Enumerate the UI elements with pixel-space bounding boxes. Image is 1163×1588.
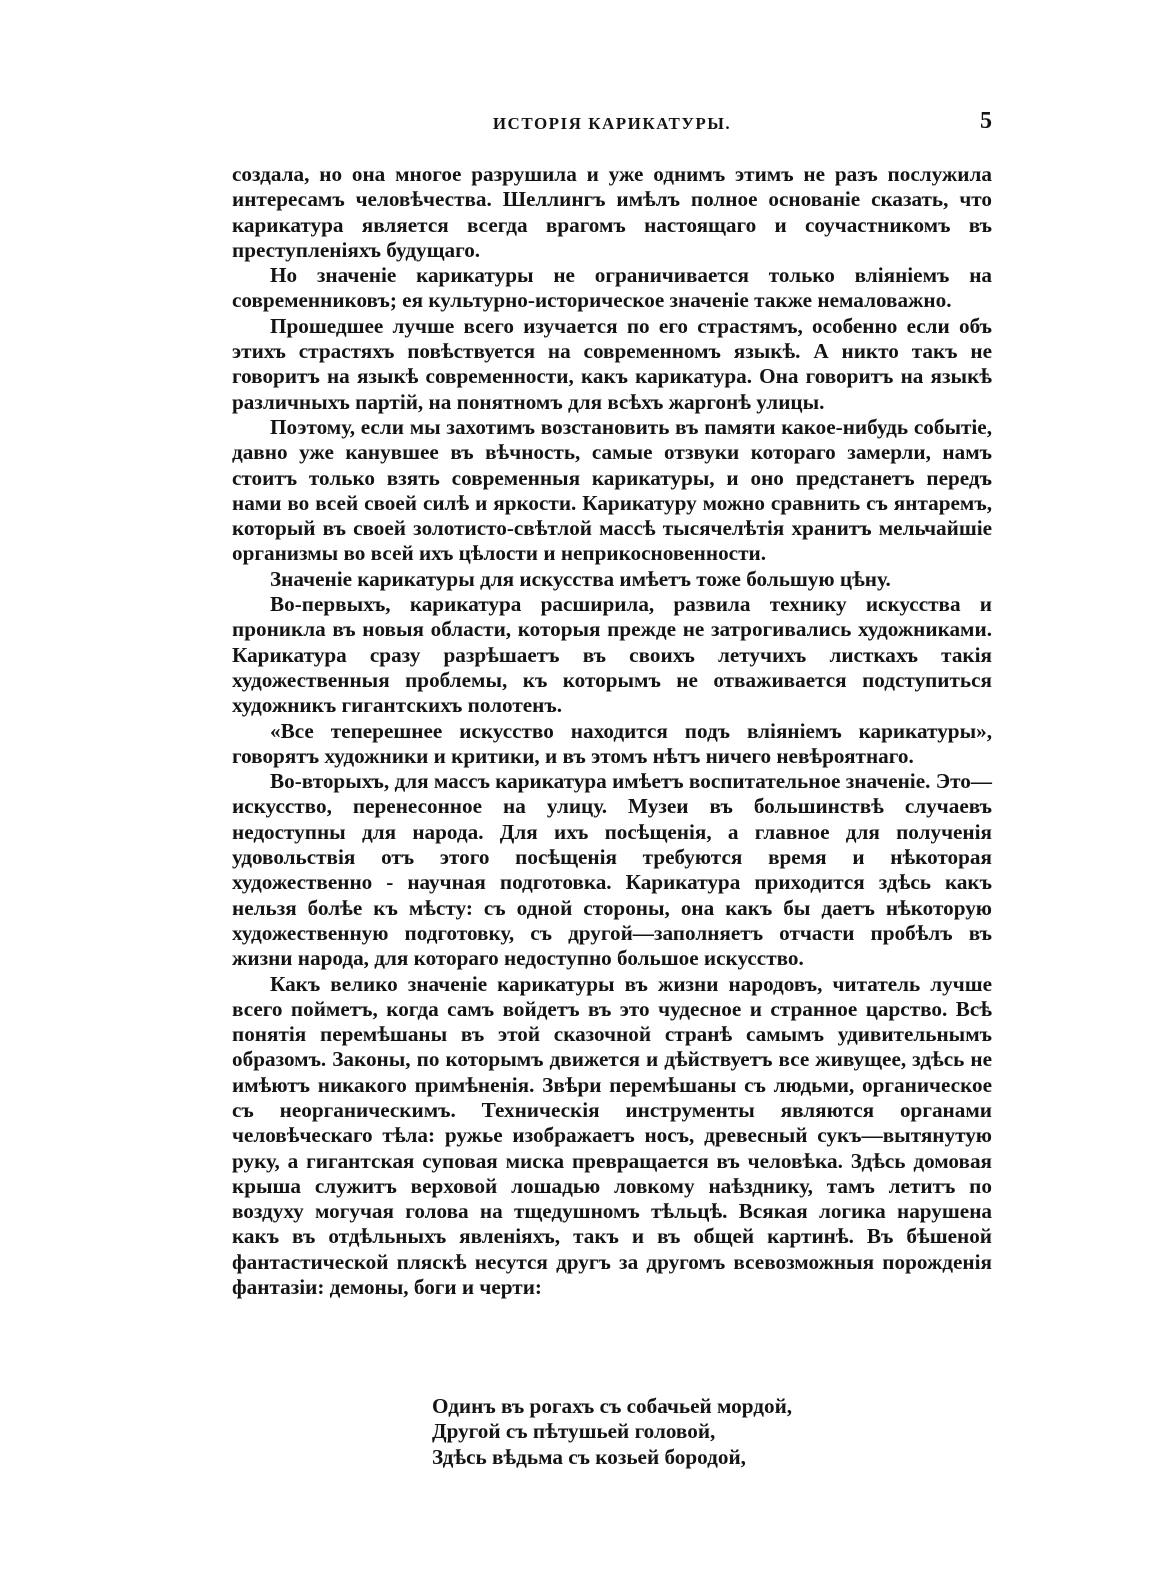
paragraph: Во-первыхъ, карикатура расширила, развила технику искусства и проникла въ новыя области, которыя прежде не затрогивались художниками. Карикатура сразу разрѣшаетъ въ своихъ летучихъ листкахъ такія художественныя проблемы, къ которымъ не отваживается подступиться художникъ гигантскихъ полотенъ. — [232, 592, 992, 718]
paragraph: Какъ велико значеніе карикатуры въ жизни народовъ, читатель лучше всего пойметъ, когда самъ войдетъ въ это чудесное и странное царство. Всѣ понятія перемѣшаны въ этой сказочной странѣ самымъ удивительнымъ образомъ. Законы, по которымъ движется и дѣйствуетъ все живущее, здѣсь не имѣютъ никакого примѣненія. Звѣри перемѣшаны съ людьми, органическое съ неорганическимъ. Техническія инструменты являются органами человѣческаго тѣла: ружье изображаетъ носъ, древесный сукъ—вытянутую руку, а гигантская суповая миска превращается въ человѣка. Здѣсь домовая крыша служитъ верховой лошадью ловкому наѣзднику, тамъ летитъ по воздуху могучая голова на тщедушномъ тѣльцѣ. Всякая логика нарушена какъ въ отдѣльныхъ явленіяхъ, такъ и въ общей картинѣ. Въ бѣшеной фантастической пляскѣ несутся другъ за другомъ всевозможныя порожденія фантазіи: демоны, боги и черти: — [232, 971, 992, 1300]
verse-line: Одинъ въ рогахъ съ собачьей мордой, — [432, 1394, 793, 1418]
body-text — [232, 162, 992, 1300]
paragraph: создала, но она многое разрушила и уже однимъ этимъ не разъ послужила интересамъ человѣчества. Шеллингъ имѣлъ полное основаніе сказать, что карикатура является всегда врагомъ настоящаго и соучастникомъ въ преступленіяхъ будущаго. — [232, 162, 992, 262]
verse-line: Здѣсь вѣдьма съ козьей бородой, — [432, 1444, 746, 1469]
paragraph: «Все теперешнее искусство находится подъ вліяніемъ карикатуры», говорятъ художники и критики, и въ этомъ нѣтъ ничего невѣроятнаго. — [232, 718, 992, 768]
page-number: 5 — [980, 108, 992, 134]
running-title: ИСТОРІЯ КАРИКАТУРЫ. — [492, 114, 732, 133]
verse-line: Другой съ пѣтушьей головой, — [432, 1419, 716, 1444]
verse-quote — [432, 1394, 952, 1470]
paragraph: Но значеніе карикатуры не ограничивается только вліяніемъ на современниковъ; ея культурно-историческое значеніе также немаловажно. — [232, 263, 992, 313]
paragraph: Во-вторыхъ, для массъ карикатура имѣетъ воспитательное значеніе. Это—искусство, перенесонное на улицу. Музеи въ большинствѣ случаевъ недоступны для народа. Для ихъ посѣщенія, а главное для полученія удовольствія отъ этого посѣщенія требуются время и нѣкоторая художественно - научная подготовка. Карикатура приходится здѣсь какъ нельзя болѣе къ мѣсту: съ одной стороны, она какъ бы даетъ нѣкоторую художественную подготовку, съ другой—заполняетъ отчасти пробѣлъ въ жизни народа, для котораго недоступно большое искусство. — [232, 769, 992, 971]
paragraph: Значеніе карикатуры для искусства имѣетъ тоже большую цѣну. — [270, 566, 891, 591]
page-header — [232, 108, 992, 144]
paragraph: Поэтому, если мы захотимъ возстановить въ памяти какое-нибудь событіе, давно уже канувшее въ вѣчность, самые отзвуки котораго замерли, намъ стоитъ только взять современныя карикатуры, и оно предстанетъ передъ нами во всей своей силѣ и яркости. Карикатуру можно сравнить съ янтаремъ, который въ своей золотисто-свѣтлой массѣ тысячелѣтія хранитъ мельчайшіе организмы во всей ихъ цѣлости и неприкосновенности. — [232, 414, 992, 566]
paragraph: Прошедшее лучше всего изучается по его страстямъ, особенно если объ этихъ страстяхъ повѣствуется на современномъ языкѣ. А никто такъ не говоритъ на языкѣ современности, какъ карикатура. Она говоритъ на языкѣ различныхъ партій, на понятномъ для всѣхъ жаргонѣ улицы. — [232, 313, 992, 414]
